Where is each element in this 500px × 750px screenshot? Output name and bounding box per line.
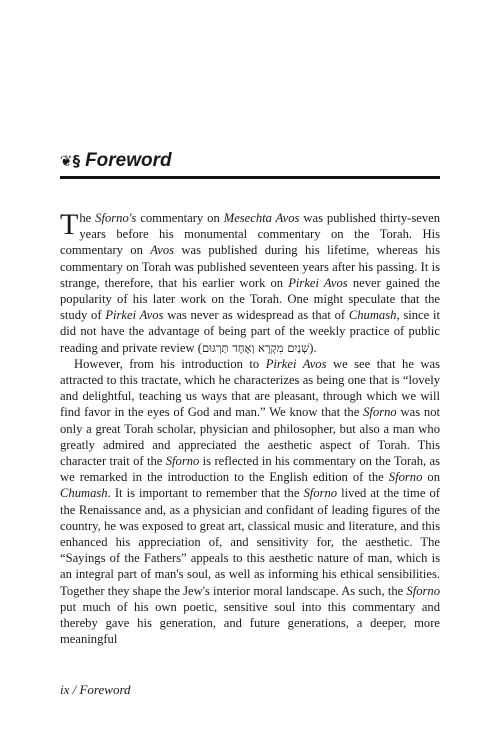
text-run: However, from his introduction to [74, 356, 266, 371]
italic-term: Avos [150, 243, 175, 258]
italic-term: Pirkei Avos [288, 275, 348, 290]
text-run: he [79, 211, 96, 225]
text-run: put much of his own poetic, sensitive soul into this commentary and thereby gave his generation, and future generations, a deeper, more meaningful [60, 599, 440, 647]
paragraph-2 [60, 356, 440, 648]
text-run: we see that he was attracted to this tractate, which he characterizes as being one that is “lovely and delightful, teaching us ways that are pleasant, through which we will find favor in the eyes of God and man.” We know that the [60, 356, 440, 420]
text-run: ). [309, 340, 317, 355]
text-run: was never as widespread as that of [163, 308, 349, 323]
text-run: lived at the time of the Renaissance and, as a physician and confidant of leading figures of the country, he was exposed to great art, classical music and literature, and this enhanced his appreciation of, and sensitivity for, the aesthetic. The “Sayings of the Fathers” appeals to this aesthetic nature of man, which is an integral part of man's soul, as well as informing his ethical sensibilities. Together they shape the Jew's interior moral landscape. As such, the [60, 486, 440, 598]
drop-cap: T [60, 208, 79, 241]
text-run: , since it did not have the advantage of being part of the weekly practice of public reading and private review ( [60, 308, 440, 355]
text-run: never gained the popularity of his later work on the Torah. One might speculate that the study of [60, 275, 441, 323]
text-run: commentary on [136, 211, 224, 225]
italic-term: Sforno [406, 583, 440, 598]
italic-term: Pirkei Avos [265, 356, 327, 371]
paragraph-1 [60, 210, 440, 356]
italic-term: Sforno [303, 486, 338, 501]
hebrew-phrase: שְׁנַיִם מִקְרָא וְאֶחָד תַּרְגּוּם [201, 340, 310, 355]
body-text [60, 210, 440, 647]
text-run: was not only a great Torah scholar, physician and philosopher, but also a man who greatly admired and appreciated the aesthetic aspect of Torah. This character trait of the [60, 405, 441, 469]
italic-term: Sforno [363, 405, 397, 420]
text-run: is reflected in his commentary on the Torah, as we remarked in the introduction to the English edition of the [60, 454, 441, 485]
italic-term: Sforno [388, 470, 423, 485]
running-footer: ix / Foreword [60, 682, 131, 697]
italic-term: Mesechta Avos [223, 211, 300, 225]
text-run: was published during his lifetime, whereas his commentary on Torah was published seventeen years after his passing. It is strange, therefore, that his earlier work on [60, 243, 440, 290]
fleuron-ornament-icon: ❦§ [60, 151, 81, 170]
italic-term: Chumash [348, 308, 397, 323]
chapter-title: Foreword [85, 150, 172, 171]
text-run: on [422, 470, 440, 485]
italic-term: Sforno [165, 454, 200, 469]
chapter-heading [60, 148, 440, 174]
text-run: . It is important to remember that the [107, 486, 304, 501]
text-run: was published thirty-seven years before his monumental commentary on the Torah. His commentary on [60, 211, 440, 258]
italic-term: Sforno's [95, 211, 137, 225]
heading-rule [60, 176, 440, 179]
italic-term: Chumash [60, 486, 108, 501]
italic-term: Pirkei Avos [105, 308, 164, 323]
